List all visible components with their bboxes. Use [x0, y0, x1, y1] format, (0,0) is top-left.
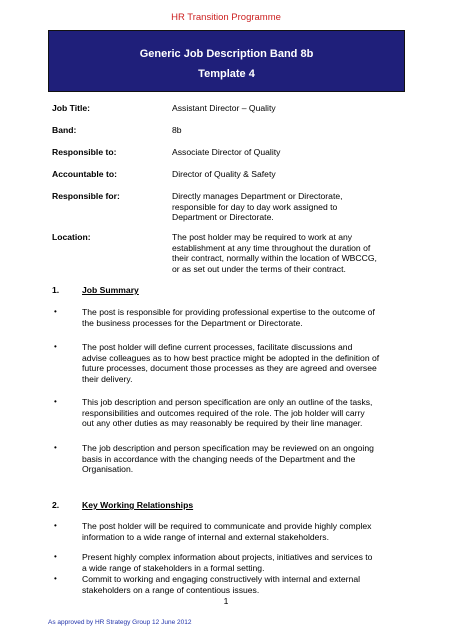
- bullet-line: The post holder will be required to communicate and provide highly complex: [82, 521, 372, 531]
- bullet-text: [82, 552, 402, 573]
- bullet-text: [82, 342, 402, 384]
- section-title: Job Summary: [82, 285, 139, 295]
- bullet-icon: •: [54, 397, 57, 406]
- document-title: Generic Job Description Band 8b: [139, 48, 314, 60]
- field-value-line: 8b: [172, 125, 182, 135]
- field-label: Responsible for:: [52, 191, 120, 201]
- bullet-icon: •: [54, 342, 57, 351]
- field-label: Responsible to:: [52, 147, 117, 157]
- bullet-line: their delivery.: [82, 373, 133, 384]
- bullet-line: Organisation.: [82, 464, 134, 475]
- section-heading-job-summary: [52, 285, 139, 295]
- section-heading-key-working-relationships: [52, 500, 193, 510]
- bullet-line: stakeholders on a range of contentious issues.: [82, 584, 260, 595]
- bullet-text: [82, 574, 402, 595]
- bullet-text: [82, 307, 402, 328]
- field-value-line: or as set out under the terms of their contract.: [172, 263, 346, 274]
- field-value: [172, 191, 412, 223]
- field-value-line: The post holder may be required to work at any: [172, 232, 353, 242]
- field-label: Band:: [52, 125, 77, 135]
- field-value: [172, 169, 412, 180]
- bullet-line: future processes, document those processes as they are agreed and oversee: [82, 363, 377, 374]
- field-value-line: Assistant Director – Quality: [172, 103, 276, 113]
- field-value-line: establishment at any time throughout the duration of: [172, 242, 371, 253]
- running-header: HR Transition Programme: [171, 12, 281, 23]
- field-label: Location:: [52, 232, 91, 242]
- field-value: [172, 232, 412, 274]
- title-banner: [48, 30, 405, 92]
- bullet-text: [82, 397, 402, 429]
- bullet-line: The post holder will define current processes, facilitate discussions and: [82, 342, 353, 352]
- section-number: 1.: [52, 285, 60, 295]
- page-number: 1: [223, 596, 229, 606]
- field-value: [172, 103, 412, 114]
- field-value-line: Department or Directorate.: [172, 212, 274, 223]
- bullet-line: responsibilities and outcomes required of the role. The job holder will carry: [82, 407, 365, 418]
- section-number: 2.: [52, 500, 60, 510]
- bullet-icon: •: [54, 307, 57, 316]
- field-value: [172, 125, 412, 136]
- bullet-line: The post is responsible for providing professional expertise to the outcome of: [82, 307, 375, 317]
- bullet-icon: •: [54, 521, 57, 530]
- bullet-icon: •: [54, 552, 57, 561]
- field-label: Accountable to:: [52, 169, 117, 179]
- field-value-line: their contract, normally within the location of WBCCG,: [172, 253, 377, 264]
- field-value-line: Associate Director of Quality: [172, 147, 281, 157]
- bullet-icon: •: [54, 574, 57, 583]
- bullet-line: The job description and person specification may be reviewed on an ongoing: [82, 443, 374, 453]
- field-label: Job Title:: [52, 103, 91, 113]
- field-value: [172, 147, 412, 158]
- bullet-line: Commit to working and engaging constructively with internal and external: [82, 574, 361, 584]
- bullet-line: Present highly complex information about projects, initiatives and services to: [82, 552, 373, 562]
- field-value-line: Directly manages Department or Directorate,: [172, 191, 343, 201]
- footer-approval-note: As approved by HR Strategy Group 12 June 2012: [48, 619, 192, 626]
- section-title: Key Working Relationships: [82, 500, 194, 510]
- bullet-line: the business processes for the Department or Directorate.: [82, 317, 303, 328]
- bullet-line: advise colleagues as to how best practice might be adopted in the definition of: [82, 352, 380, 363]
- document-subtitle: Template 4: [198, 68, 255, 80]
- field-value-line: responsible for day to day work assigned to: [172, 201, 338, 212]
- bullet-line: basis in accordance with the changing needs of the Department and the: [82, 453, 356, 464]
- bullet-icon: •: [54, 443, 57, 452]
- bullet-line: a wide range of stakeholders in a formal setting.: [82, 562, 265, 573]
- bullet-text: [82, 443, 402, 475]
- bullet-line: out any other duties as may reasonably be required by their line manager.: [82, 418, 363, 429]
- bullet-line: information to a wide range of internal and external stakeholders.: [82, 531, 329, 542]
- bullet-text: [82, 521, 402, 542]
- field-value-line: Director of Quality & Safety: [172, 169, 276, 179]
- bullet-line: This job description and person specification are only an outline of the tasks,: [82, 397, 373, 407]
